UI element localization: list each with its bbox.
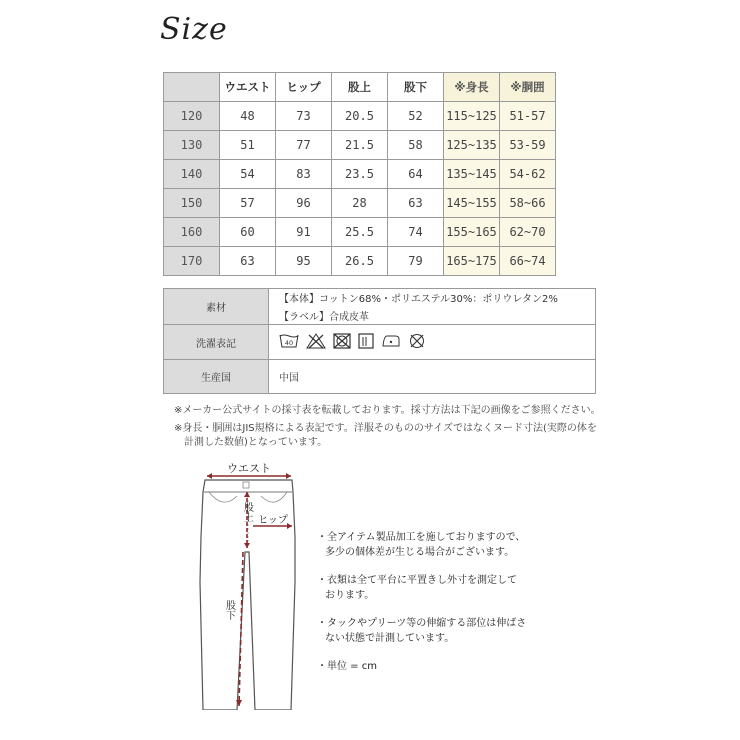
bullet-line: おります。 (325, 590, 375, 601)
header-hip: ヒップ (276, 73, 332, 102)
table-cell: 28 (332, 189, 388, 218)
bullet-line: ・単位 = cm (317, 661, 377, 672)
size-cell: 170 (164, 247, 220, 276)
table-row (164, 102, 556, 131)
table-cell: 145~155 (444, 189, 500, 218)
table-cell: 135~145 (444, 160, 500, 189)
table-cell: 26.5 (332, 247, 388, 276)
rise-label: 股上 (241, 502, 253, 522)
table-cell: 54-62 (500, 160, 556, 189)
table-row (164, 131, 556, 160)
table-row (164, 160, 556, 189)
material-line-body: 【本体】コットン68%・ポリエステル30%：ポリウレタン2% (279, 294, 558, 305)
origin-row (164, 360, 596, 394)
table-row (164, 247, 556, 276)
table-cell: 23.5 (332, 160, 388, 189)
table-cell: 63 (388, 189, 444, 218)
table-cell: 21.5 (332, 131, 388, 160)
wash-temp-label: 40 (284, 338, 294, 347)
table-cell: 155~165 (444, 218, 500, 247)
table-cell: 165~175 (444, 247, 500, 276)
table-cell: 62~70 (500, 218, 556, 247)
care-row (164, 325, 596, 360)
low-iron-icon (381, 333, 401, 352)
size-cell: 160 (164, 218, 220, 247)
bullet-line: 多少の個体差が生じる場合がございます。 (325, 547, 515, 558)
care-label: 洗濯表記 (164, 325, 269, 360)
list-item (317, 530, 526, 560)
header-girth: ※胴囲 (500, 73, 556, 102)
wash-40-icon (279, 333, 299, 352)
table-cell: 64 (388, 160, 444, 189)
table-cell: 74 (388, 218, 444, 247)
size-cell: 150 (164, 189, 220, 218)
origin-value: 中国 (269, 360, 596, 394)
table-cell: 83 (276, 160, 332, 189)
table-cell: 57 (220, 189, 276, 218)
info-table (163, 288, 596, 394)
header-rise: 股上 (332, 73, 388, 102)
table-cell: 48 (220, 102, 276, 131)
header-inseam: 股下 (388, 73, 444, 102)
table-cell: 66~74 (500, 247, 556, 276)
page-title: Size (160, 12, 228, 47)
table-cell: 91 (276, 218, 332, 247)
table-cell: 77 (276, 131, 332, 160)
table-cell: 51 (220, 131, 276, 160)
table-row (164, 189, 556, 218)
material-line-label: 【ラベル】合成皮革 (279, 312, 369, 323)
size-cell: 130 (164, 131, 220, 160)
table-cell: 20.5 (332, 102, 388, 131)
table-cell: 25.5 (332, 218, 388, 247)
table-cell: 95 (276, 247, 332, 276)
header-height: ※身長 (444, 73, 500, 102)
table-cell: 54 (220, 160, 276, 189)
bullet-line: ・衣類は全て平台に平置きし外寸を測定して (317, 575, 517, 586)
table-row (164, 218, 556, 247)
no-bleach-icon (306, 333, 326, 352)
size-cell: 140 (164, 160, 220, 189)
size-cell: 120 (164, 102, 220, 131)
no-tumble-dry-icon (333, 333, 351, 352)
hip-label: ヒップ (258, 515, 288, 526)
bullet-line: ・タックやプリーツ等の伸縮する部位は伸ばさ (317, 618, 527, 629)
table-cell: 52 (388, 102, 444, 131)
origin-label: 生産国 (164, 360, 269, 394)
inseam-label: 股下 (223, 600, 235, 620)
care-icons (269, 325, 596, 360)
header-waist: ウエスト (220, 73, 276, 102)
table-cell: 125~135 (444, 131, 500, 160)
material-row (164, 289, 596, 325)
list-item (317, 573, 526, 603)
bullet-line: ・全アイテム製品加工を施しておりますので、 (317, 532, 526, 543)
size-table (163, 72, 556, 276)
list-item (317, 659, 526, 674)
note-jis: ※身長・胴囲はJIS規格による表記です。洋服そのもののサイズではなくヌード寸法(実際の体を (174, 423, 597, 434)
size-table-corner (164, 73, 220, 102)
line-dry-icon (358, 333, 374, 352)
material-label: 素材 (164, 289, 269, 325)
table-cell: 115~125 (444, 102, 500, 131)
table-cell: 73 (276, 102, 332, 131)
table-cell: 60 (220, 218, 276, 247)
table-cell: 58~66 (500, 189, 556, 218)
table-cell: 63 (220, 247, 276, 276)
material-value (269, 289, 596, 325)
table-cell: 51-57 (500, 102, 556, 131)
note-jis-cont: 計測した数値)となっています。 (184, 437, 328, 448)
size-table-header-row (164, 73, 556, 102)
no-dry-clean-icon (408, 333, 426, 352)
notes-list (317, 530, 526, 687)
table-cell: 96 (276, 189, 332, 218)
note-source: ※メーカー公式サイトの採寸表を転載しております。採寸方法は下記の画像をご参照ください。 (174, 405, 601, 416)
table-cell: 53-59 (500, 131, 556, 160)
table-cell: 79 (388, 247, 444, 276)
waist-label: ウエスト (227, 462, 271, 475)
bullet-line: ない状態で計測しています。 (325, 633, 455, 644)
table-cell: 58 (388, 131, 444, 160)
list-item (317, 616, 526, 646)
pants-diagram (195, 462, 305, 710)
